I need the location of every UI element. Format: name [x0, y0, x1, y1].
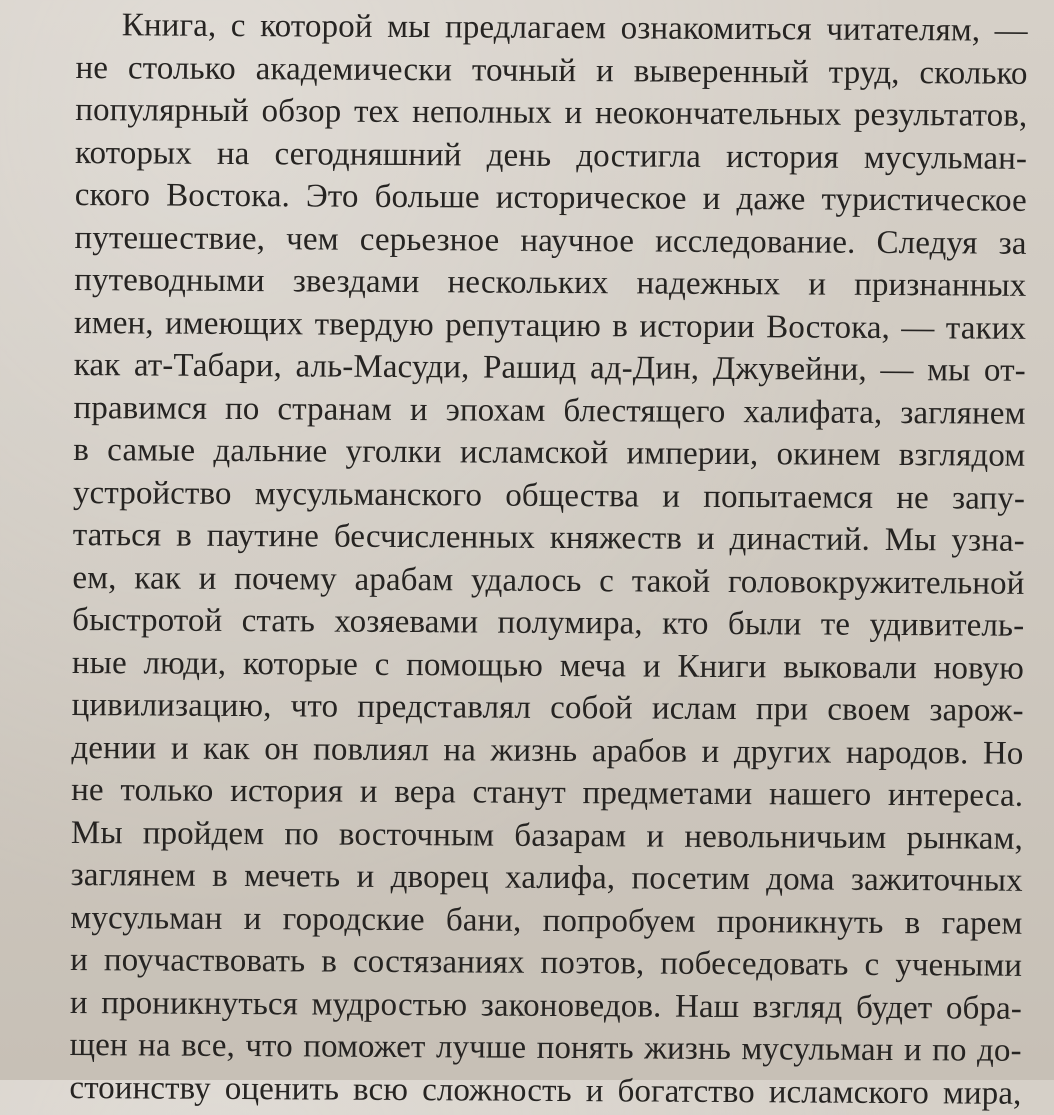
text-line: заглянем в мечеть и дворец халифа, посетим дома зажиточных — [70, 856, 1023, 899]
text-line: устройство мусульманского общества и попытаемся не запу- — [72, 474, 1026, 517]
text-line: и поучаствовать в состязаниях поэтов, побеседовать с учеными — [70, 941, 1023, 984]
text-line: таться в паутине бесчисленных княжеств и династий. Мы узна- — [72, 516, 1025, 559]
text-line: имен, имеющих твердую репутацию в истории Востока, — таких — [73, 304, 1027, 347]
text-line: дении и как он повлиял на жизнь арабов и других народов. Но — [71, 729, 1024, 772]
text-line: стоинству оценить всю сложность и богатство исламского мира, — [69, 1069, 1022, 1112]
text-line: цивилизацию, что представлял собой ислам при своем зарож- — [71, 686, 1024, 729]
text-line: не только история и вера станут предметами нашего интереса. — [71, 771, 1024, 814]
text-line: путешествие, чем серьезное научное исследование. Следуя за — [74, 219, 1027, 262]
text-line: быстротой стать хозяевами полумира, кто были те удивитель- — [72, 601, 1025, 644]
text-line: Мы пройдем по восточным базарам и невольничьим рынкам, — [70, 814, 1024, 857]
text-line: не столько академически точный и выверенный труд, сколько — [75, 49, 1028, 92]
text-line: которых на сегодняшний день достигла история мусульман- — [74, 134, 1028, 177]
text-line: и проникнуться мудростью законоведов. Наш взгляд будет обра- — [69, 984, 1022, 1027]
text-line: как ат-Табари, аль-Масуди, Рашид ад-Дин, Джувейни, — мы от- — [73, 346, 1026, 389]
text-line: ем, как и почему арабам удалось с такой головокружительной — [72, 559, 1025, 602]
text-line: популярный обзор тех неполных и неокончательных результатов, — [75, 91, 1028, 134]
text-line: ные люди, которые с помощью меча и Книги выковали новую — [71, 644, 1025, 687]
text-line: Книга, с которой мы предлагаем ознакомиться читателям, — — [121, 7, 1028, 49]
text-line: правимся по странам и эпохам блестящего халифата, заглянем — [73, 389, 1026, 432]
text-line: в самые дальние уголки исламской империи, окинем взглядом — [73, 431, 1026, 474]
text-line: мусульман и городские бани, попробуем проникнуть в гарем — [70, 899, 1023, 942]
text-line: ского Востока. Это больше историческое и даже туристическое — [74, 176, 1027, 219]
text-line: щен на все, что поможет лучше понять жизнь мусульман и по до- — [69, 1026, 1022, 1069]
paragraph — [69, 4, 1028, 1115]
text-line: путеводными звездами нескольких надежных и признанных — [74, 261, 1027, 304]
